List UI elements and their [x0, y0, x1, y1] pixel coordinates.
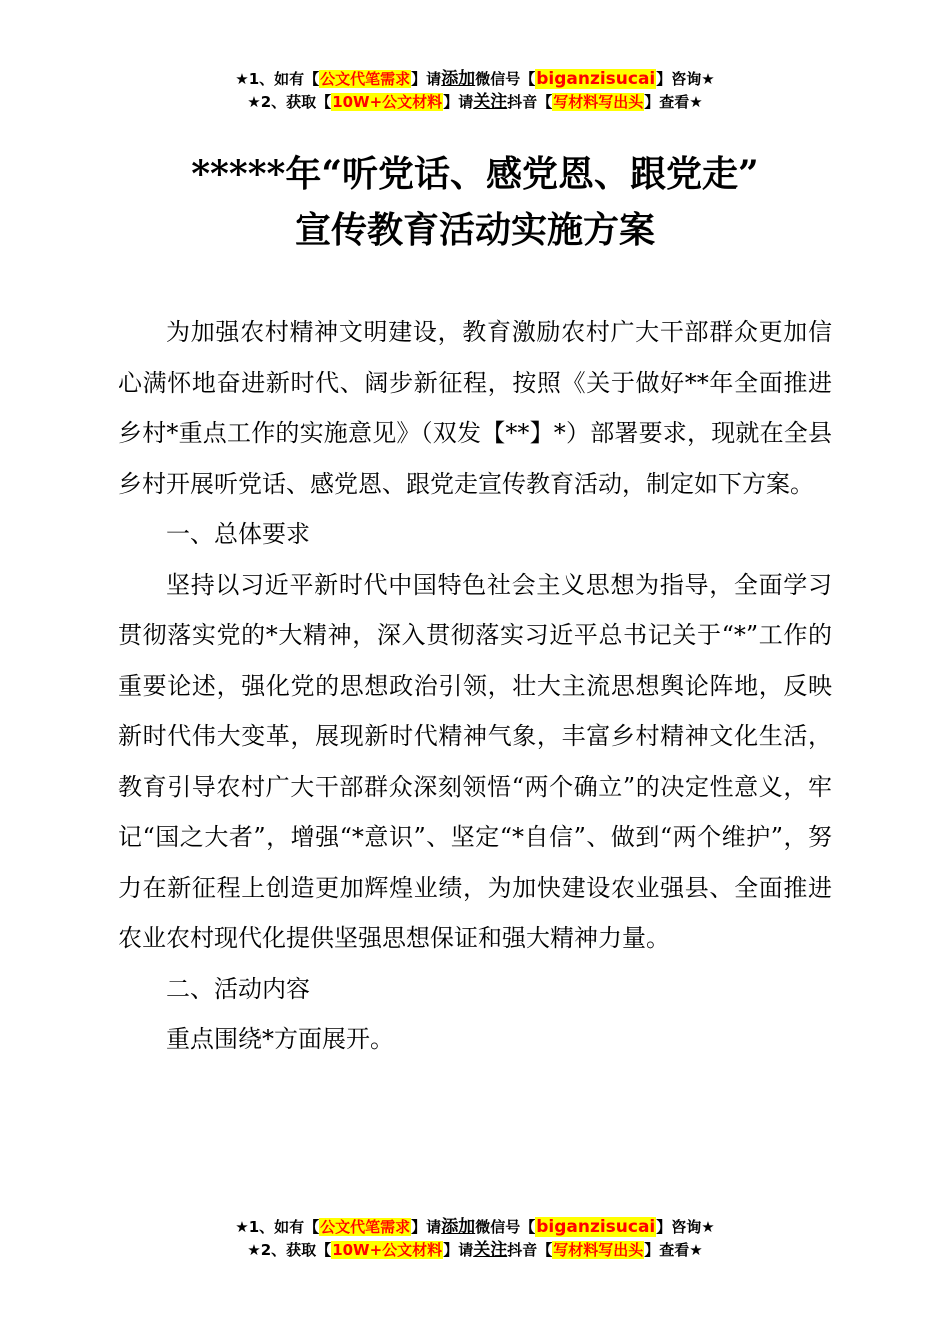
- section-1-heading: 一、总体要求: [166, 520, 310, 548]
- document-body: [118, 307, 832, 1065]
- banner-text: 】请: [443, 1241, 474, 1259]
- banner-underline: 添加: [441, 69, 476, 89]
- section-1-paragraph: 坚持以习近平新时代中国特色社会主义思想为指导，全面学习贯彻落实党的*大精神，深入贯彻落实习近平总书记关于“*”工作的重要论述，强化党的思想政治引领，壮大主流思想舆论阵地，反映新时代伟大变革，展现新时代精神气象，丰富乡村精神文化生活，教育引导农村广大干部群众深刻领悟“两个确立”的决定性意义，牢记“国之大者”，增强“*意识”、坚定“*自信”、做到“两个维护”，努力在新征程上创造更加辉煌业绩，为加快建设农业强县、全面推进农业农村现代化提供坚强思想保证和强大精神力量。: [118, 570, 832, 952]
- banner-underline: 关注: [473, 92, 508, 112]
- banner-line-1: [0, 1216, 950, 1239]
- section-2-paragraph: 重点围绕*方面展开。: [166, 1025, 394, 1053]
- banner-text: 】查看★: [644, 1241, 703, 1259]
- banner-highlight: 写材料写出头: [553, 1241, 644, 1259]
- banner-line-2: [0, 91, 950, 114]
- banner-underline: 关注: [473, 1240, 508, 1260]
- banner-line-2: [0, 1239, 950, 1262]
- banner-text: ★1、如有【: [235, 1218, 320, 1236]
- banner-text: 】查看★: [644, 93, 703, 111]
- banner-text: 抖音【: [507, 93, 553, 111]
- banner-line-1: [0, 68, 950, 91]
- banner-highlight: biganzisucai: [536, 1217, 656, 1237]
- banner-text: 微信号【: [475, 1218, 536, 1236]
- banner-text: 】请: [411, 1218, 442, 1236]
- banner-highlight: biganzisucai: [536, 69, 656, 89]
- banner-text: 微信号【: [475, 70, 536, 88]
- banner-highlight: 10W+公文材料: [332, 93, 443, 111]
- banner-text: 】请: [411, 70, 442, 88]
- banner-text: ★1、如有【: [235, 70, 320, 88]
- banner-highlight: 10W+公文材料: [332, 1241, 443, 1259]
- header-banner: [0, 68, 950, 114]
- banner-text: 】咨询★: [656, 70, 715, 88]
- banner-highlight: 公文代笔需求: [320, 1218, 411, 1236]
- section-2-heading: 二、活动内容: [166, 974, 310, 1003]
- banner-highlight: 写材料写出头: [553, 93, 644, 111]
- footer-banner: [0, 1216, 950, 1262]
- document-title-line-2: 宣传教育活动实施方案: [294, 209, 655, 251]
- document-title-line-1: *****年“听党话、感党恩、跟党走”: [191, 153, 759, 195]
- intro-paragraph: 为加强农村精神文明建设，教育激励农村广大干部群众更加信心满怀地奋进新时代、阔步新征程，按照《关于做好**年全面推进乡村*重点工作的实施意见》（双发【**】*）部署要求，现就在全县乡村开展听党话、感党恩、跟党走宣传教育活动，制定如下方案。: [118, 318, 832, 498]
- banner-text: ★2、获取【: [247, 93, 332, 111]
- banner-text: 】请: [443, 93, 474, 111]
- banner-highlight: 公文代笔需求: [320, 70, 411, 88]
- banner-text: 抖音【: [507, 1241, 553, 1259]
- banner-underline: 添加: [441, 1217, 476, 1237]
- banner-text: ★2、获取【: [247, 1241, 332, 1259]
- banner-text: 】咨询★: [656, 1218, 715, 1236]
